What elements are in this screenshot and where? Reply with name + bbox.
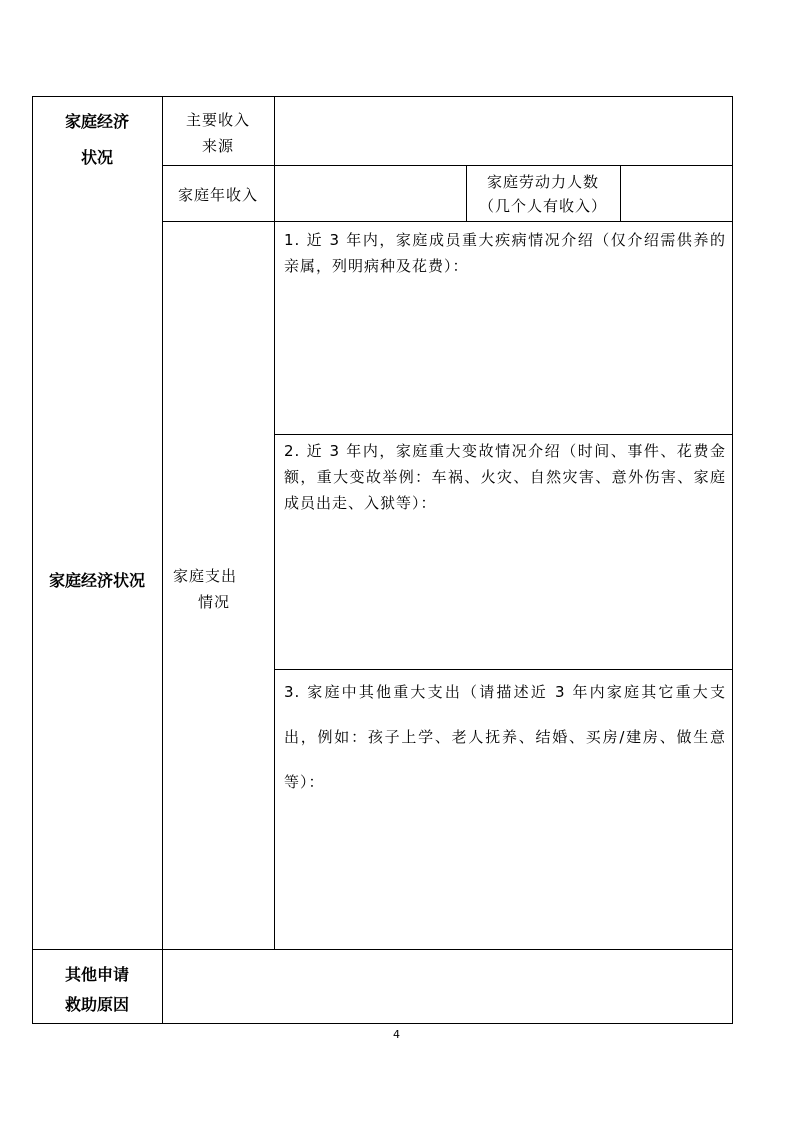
other-reason-label-line2: 救助原因: [64, 995, 129, 1014]
other-reason-label: [32, 960, 162, 1020]
section-header-line1: 家庭经济: [64, 112, 129, 131]
annual-income-field[interactable]: [275, 166, 466, 221]
table-border-bottom: [32, 1023, 733, 1024]
table-border-right: [732, 96, 733, 1024]
page-number: 4: [393, 1028, 400, 1041]
expense-label: [162, 563, 274, 615]
other-reason-field[interactable]: [163, 950, 732, 1023]
item3-cell: [275, 670, 732, 949]
item1-cell: [275, 224, 732, 434]
row-divider-annual: [162, 221, 733, 222]
main-income-label: [162, 107, 274, 159]
section-label: 家庭经济状况: [48, 571, 145, 590]
table-border-left: [32, 96, 33, 1024]
annual-income-label: 家庭年收入: [177, 186, 258, 204]
item2-text: 2. 近 3 年内，家庭重大变故情况介绍（时间、事件、花费金额，重大变故举例：车祸、火灾、自然灾害、意外伤害、家庭成员出走、入狱等）：: [284, 442, 726, 512]
main-income-label-line1: 主要收入: [185, 111, 250, 129]
item1-text: 1. 近 3 年内，家庭成员重大疾病情况介绍（仅介绍需供养的亲属，列明病种及花费）：: [284, 231, 726, 275]
labor-count-field[interactable]: [621, 166, 732, 221]
main-income-field[interactable]: [275, 97, 732, 165]
labor-count-label: [466, 170, 620, 218]
other-reason-label-line1: 其他申请: [64, 965, 129, 984]
item2-cell: [275, 435, 732, 669]
section-header: [32, 104, 162, 176]
expense-label-line2: 情况: [198, 593, 231, 611]
item1-field[interactable]: [284, 279, 726, 399]
section-header-line2: 状况: [80, 148, 113, 167]
item2-field[interactable]: [284, 516, 726, 636]
item3-field[interactable]: [284, 805, 726, 915]
main-income-label-line2: 来源: [201, 137, 234, 155]
item3-text: 3. 家庭中其他重大支出（请描述近 3 年内家庭其它重大支出，例如：孩子上学、老人抚养、结婚、买房/建房、做生意等）：: [284, 683, 726, 791]
labor-count-label-line1: 家庭劳动力人数: [486, 173, 599, 191]
labor-count-label-line2: （几个人有收入）: [478, 197, 607, 215]
column-divider-1: [162, 96, 163, 1024]
expense-label-line1: 家庭支出: [173, 567, 238, 585]
